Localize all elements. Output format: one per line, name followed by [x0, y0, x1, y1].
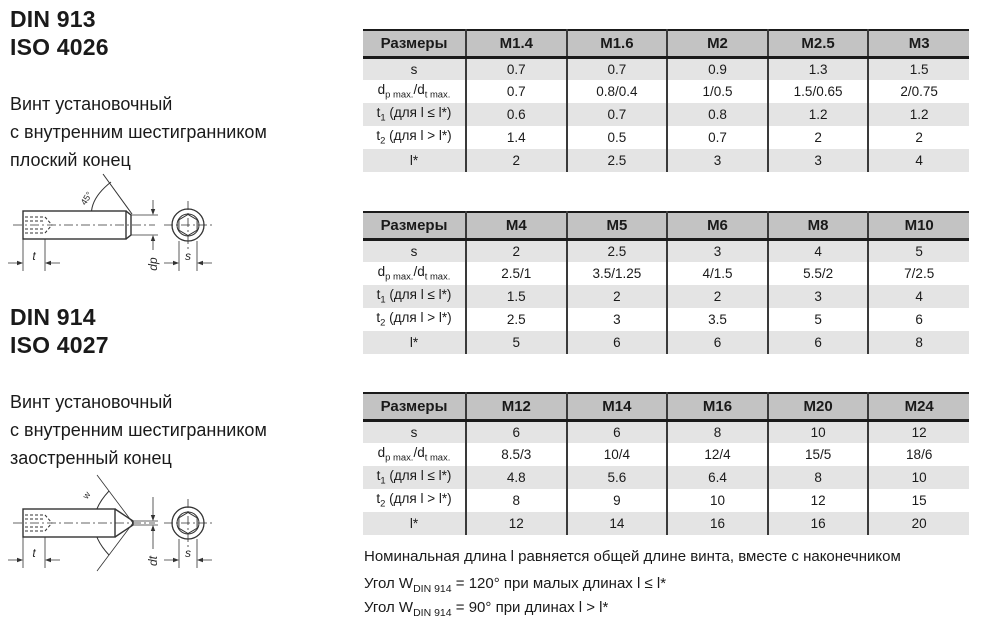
value-cell: 0.8/0.4: [567, 80, 668, 103]
value-cell: 10: [768, 420, 869, 443]
chamfer-leader-line: [103, 174, 132, 214]
size-column-header: M16: [667, 393, 768, 420]
row-label: $d_{p max.}/d_{t max.}$: [377, 82, 451, 101]
table-row: [363, 308, 969, 331]
value-cell: 1.5: [466, 285, 567, 308]
row-label: l*: [363, 149, 466, 172]
end-view-center-lines: [164, 201, 212, 249]
value-cell: 2.5: [567, 149, 668, 172]
table-row: [363, 512, 969, 535]
value-cell: 4: [868, 149, 969, 172]
value-cell: 0.7: [667, 126, 768, 149]
row-label: $t_1$ (для l ≤ l*): [363, 285, 466, 308]
value-cell: 2: [466, 239, 567, 262]
value-cell: 8: [667, 420, 768, 443]
value-cell: 12: [868, 420, 969, 443]
value-cell: 0.9: [667, 57, 768, 80]
value-cell: 8: [868, 331, 969, 354]
value-cell: 10: [667, 489, 768, 512]
value-cell: 4: [768, 239, 869, 262]
value-cell: 2.5: [567, 239, 668, 262]
size-column-header: M2.5: [768, 30, 869, 57]
dimensions-table-m1p4-m3: [363, 29, 969, 172]
value-cell: 1/0.5: [667, 80, 768, 103]
value-cell: 4: [868, 285, 969, 308]
value-cell: 9: [567, 489, 668, 512]
description-line: Винт установочный: [10, 392, 173, 412]
value-cell: 6: [567, 420, 668, 443]
size-column-header: M2: [667, 30, 768, 57]
value-cell: 5: [466, 331, 567, 354]
description-line: Винт установочный: [10, 94, 173, 114]
value-cell: 6.4: [667, 466, 768, 489]
value-cell: 8.5/3: [466, 443, 567, 466]
value-cell: 6: [667, 331, 768, 354]
value-cell: 6: [768, 331, 869, 354]
size-column-header: M4: [466, 212, 567, 239]
value-cell: 2/0.75: [868, 80, 969, 103]
din-number: DIN 914: [10, 304, 96, 330]
value-cell: 16: [768, 512, 869, 535]
value-cell: 6: [466, 420, 567, 443]
row-label: $t_1$ (для l ≤ l*): [363, 103, 466, 126]
value-cell: 2: [667, 285, 768, 308]
value-cell: 8: [466, 489, 567, 512]
value-cell: 5: [768, 308, 869, 331]
row-label: l*: [363, 512, 466, 535]
row-label: $t_2$ (для l > l*): [376, 491, 452, 510]
value-cell: 2.5/1: [466, 262, 567, 285]
size-column-header: M1.4: [466, 30, 567, 57]
value-cell: 0.7: [466, 57, 567, 80]
table-header-row: [363, 212, 969, 239]
flat-diameter-label: dp: [146, 257, 160, 271]
size-column-header: M6: [667, 212, 768, 239]
table-row: [363, 57, 969, 80]
size-column-header: M24: [868, 393, 969, 420]
value-cell: 10/4: [567, 443, 668, 466]
value-cell: 5.5/2: [768, 262, 869, 285]
value-cell: 6: [567, 331, 668, 354]
table-row: [363, 80, 969, 103]
table-row: [363, 103, 969, 126]
value-cell: 12: [768, 489, 869, 512]
size-column-header: M12: [466, 393, 567, 420]
value-cell: 4/1.5: [667, 262, 768, 285]
value-cell: 1.5: [868, 57, 969, 80]
value-cell: 15: [868, 489, 969, 512]
description-line: плоский конец: [10, 150, 131, 170]
value-cell: 3: [768, 285, 869, 308]
row-label: l*: [363, 331, 466, 354]
value-cell: 0.6: [466, 103, 567, 126]
description-line: заостренный конец: [10, 448, 172, 468]
socket-depth-label: t: [32, 249, 36, 263]
value-cell: 5.6: [567, 466, 668, 489]
note-nominal-length: Номинальная длина l равняется общей длине винта, вместе с наконечником: [364, 548, 901, 565]
size-column-header: M10: [868, 212, 969, 239]
row-label: $t_2$ (для l > l*): [376, 310, 452, 329]
standard-heading-din914: [10, 303, 109, 359]
value-cell: 3: [667, 239, 768, 262]
value-cell: 3: [567, 308, 668, 331]
size-column-header: M8: [768, 212, 869, 239]
description-line: с внутренним шестигранником: [10, 122, 267, 142]
tip-diameter-label: dt: [146, 555, 160, 567]
value-cell: 2: [868, 126, 969, 149]
value-cell: 14: [567, 512, 668, 535]
end-view-center-lines: [164, 499, 212, 547]
row-label: s: [363, 420, 466, 443]
value-cell: 1.5/0.65: [768, 80, 869, 103]
value-cell: 7/2.5: [868, 262, 969, 285]
row-label: s: [363, 239, 466, 262]
dimensions-table-m4-m10: [363, 211, 969, 354]
value-cell: 0.8: [667, 103, 768, 126]
value-cell: 3: [667, 149, 768, 172]
table-row: [363, 443, 969, 466]
value-cell: 16: [667, 512, 768, 535]
description-line: с внутренним шестигранником: [10, 420, 267, 440]
value-cell: 4.8: [466, 466, 567, 489]
standard-heading-din913: [10, 5, 109, 61]
cone-point-screw-drawing: [5, 467, 245, 587]
dimensions-table-m12-m24: [363, 392, 969, 535]
table-row: [363, 331, 969, 354]
table-row: [363, 420, 969, 443]
value-cell: 0.7: [466, 80, 567, 103]
value-cell: 15/5: [768, 443, 869, 466]
value-cell: 0.7: [567, 57, 668, 80]
row-label-header: Размеры: [363, 393, 466, 420]
value-cell: 6: [868, 308, 969, 331]
value-cell: 5: [868, 239, 969, 262]
table-header-row: [363, 393, 969, 420]
hex-size-label: s: [185, 546, 191, 560]
table-row: [363, 262, 969, 285]
din-number: DIN 913: [10, 6, 96, 32]
table-row: [363, 466, 969, 489]
value-cell: 3.5/1.25: [567, 262, 668, 285]
size-column-header: M3: [868, 30, 969, 57]
value-cell: 2: [567, 285, 668, 308]
row-label: $t_1$ (для l ≤ l*): [363, 466, 466, 489]
value-cell: 1.4: [466, 126, 567, 149]
size-column-header: M5: [567, 212, 668, 239]
value-cell: 0.7: [567, 103, 668, 126]
value-cell: 0.5: [567, 126, 668, 149]
value-cell: 3.5: [667, 308, 768, 331]
table-row: [363, 489, 969, 512]
value-cell: 12: [466, 512, 567, 535]
value-cell: 2.5: [466, 308, 567, 331]
value-cell: 2: [466, 149, 567, 172]
table-row: [363, 239, 969, 262]
note-angle-90: Угол $W_{DIN 914} = 90^\circ$ при длинах l > l*: [364, 599, 609, 619]
iso-number: ISO 4026: [10, 34, 109, 60]
size-column-header: M20: [768, 393, 869, 420]
socket-depth-label: t: [32, 546, 36, 560]
value-cell: 3: [768, 149, 869, 172]
table-row: [363, 285, 969, 308]
value-cell: 2: [768, 126, 869, 149]
table-header-row: [363, 30, 969, 57]
row-label: $d_{p max.}/d_{t max.}$: [377, 445, 451, 464]
value-cell: 1.3: [768, 57, 869, 80]
hex-size-label: s: [185, 249, 191, 263]
row-label: $d_{p max.}/d_{t max.}$: [377, 264, 451, 283]
value-cell: 18/6: [868, 443, 969, 466]
size-column-header: M14: [567, 393, 668, 420]
value-cell: 1.2: [768, 103, 869, 126]
row-label-header: Размеры: [363, 212, 466, 239]
value-cell: 20: [868, 512, 969, 535]
description-din913: [10, 90, 267, 174]
iso-number: ISO 4027: [10, 332, 109, 358]
cone-angle-label: w: [80, 489, 93, 501]
row-label: $t_2$ (для l > l*): [376, 128, 452, 147]
row-label: s: [363, 57, 466, 80]
table-row: [363, 126, 969, 149]
flat-point-screw-drawing: [5, 172, 240, 290]
description-din914: [10, 388, 267, 472]
value-cell: 10: [868, 466, 969, 489]
table-row: [363, 149, 969, 172]
value-cell: 1.2: [868, 103, 969, 126]
value-cell: 8: [768, 466, 869, 489]
size-column-header: M1.6: [567, 30, 668, 57]
value-cell: 12/4: [667, 443, 768, 466]
chamfer-angle-label: 45°: [78, 189, 95, 207]
note-angle-120: Угол $W_{DIN 914} = 120^\circ$ при малых длинах l ≤ l*: [364, 575, 667, 595]
row-label-header: Размеры: [363, 30, 466, 57]
